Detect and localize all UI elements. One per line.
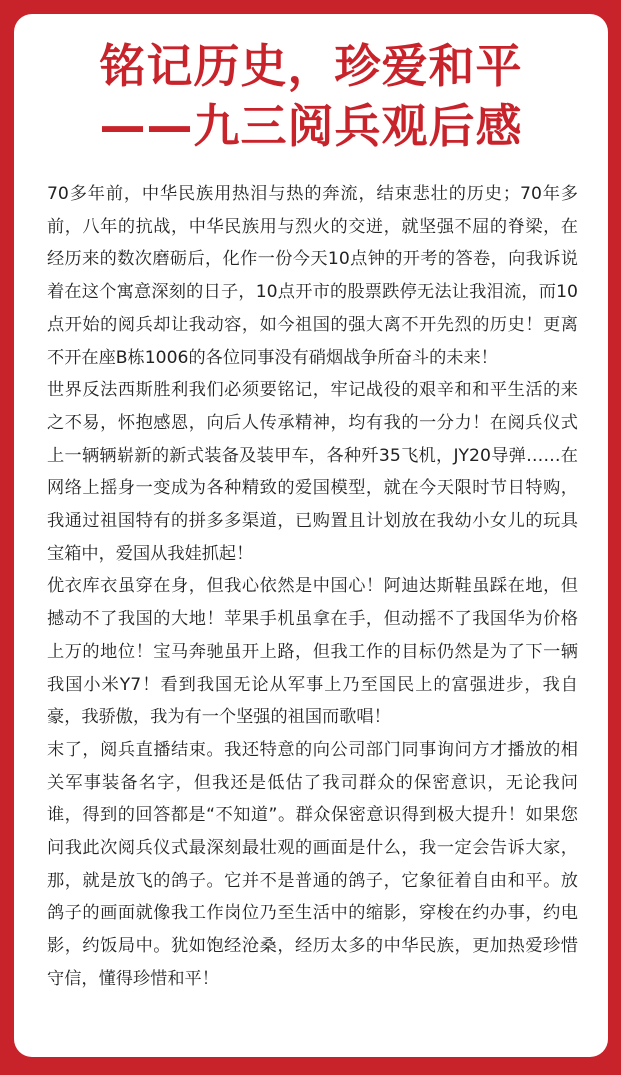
paragraph-3: 优衣库衣虽穿在身，但我心依然是中国心！阿迪达斯鞋虽踩在地，但撼动不了我国的大地！苹果手机虽拿在手，但动摇不了我国华为价格上万的地位！宝马奔驰虽开上路，但我工作的目标仍然是为了下一辆我国小米Y7！看到我国无论从军事上乃至国民上的富强进步，我自豪，我骄傲，我为有一个坚强的祖国而歌唱！ bbox=[47, 576, 578, 728]
article-card bbox=[14, 14, 608, 1057]
paragraph-2: 世界反法西斯胜利我们必须要铭记，牢记战役的艰辛和和平生活的来之不易，怀抱感恩，向后人传承精神，均有我的一分力！在阅兵仪式上一辆辆崭新的新式装备及装甲车，各种歼35飞机，JY20导弹……在网络上摇身一变成为各种精致的爱国模型，就在今天限时节日特购，我通过祖国特有的拼多多渠道，已购置且计划放在我幼小女儿的玩具宝箱中，爱国从我娃抓起！ bbox=[47, 380, 578, 564]
title-line-1: 铭记历史，珍爱和平 bbox=[99, 39, 523, 93]
paragraph-1: 70多年前，中华民族用热泪与热的奔流，结束悲壮的历史；70年多前，八年的抗战，中华民族用与烈火的交迸，就坚强不屈的脊梁，在经历来的数次磨砺后，化作一份今天10点钟的开考的答卷，向我诉说着在这个寓意深刻的日子，10点开市的股票跌停无法让我泪流，而10点开始的阅兵却让我动容，如今祖国的强大离不开先烈的历史！更离不开在座B栋1006的各位同事没有硝烟战争所奋斗的未来！ bbox=[47, 184, 578, 368]
paragraph-4: 末了，阅兵直播结束。我还特意的向公司部门同事询问方才播放的相关军事装备名字，但我还是低估了我司群众的保密意识，无论我问谁，得到的回答都是“不知道”。群众保密意识得到极大提升！如果您问我此次阅兵仪式最深刻最壮观的画面是什么，我一定会告诉大家，那，就是放飞的鸽子。它并不是普通的鸽子，它象征着自由和平。放鸽子的画面就像我工作岗位乃至生活中的缩影，穿梭在约办事，约电影，约饭局中。犹如饱经沧桑，经历太多的中华民族，更加热爱珍惜守信，懂得珍惜和平！ bbox=[47, 739, 578, 989]
title-line-2: ——九三阅兵观后感 bbox=[99, 99, 523, 153]
article-title bbox=[14, 14, 608, 156]
article-body bbox=[14, 178, 608, 996]
